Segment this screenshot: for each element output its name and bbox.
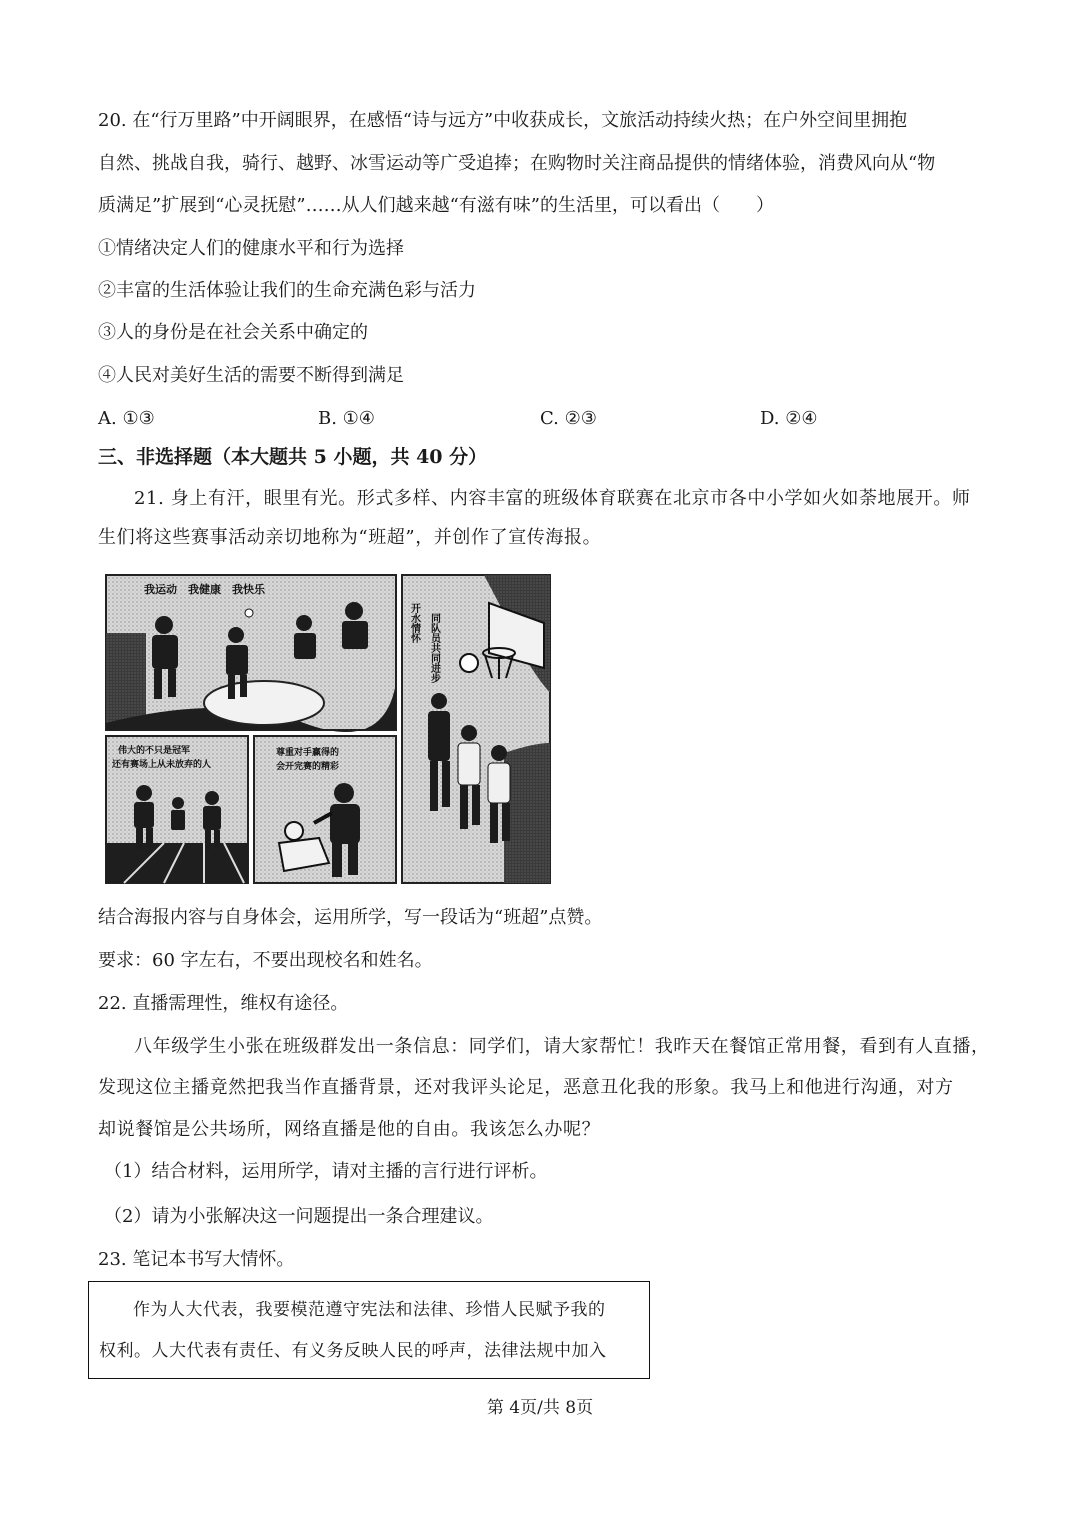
poster-side-text-2: 同队员共同进步 [428,613,440,683]
q20-stem-line-2: 自然、挑战自我，骑行、越野、冰雪运动等广受追捧；在购物时关注商品提供的情绪体验，消费风向从“物 [98,153,936,174]
poster-bl-text-1: 伟大的不只是冠军 [118,746,191,756]
q21-line-1: 21. 身上有汗，眼里有光。形式多样、内容丰富的班级体育联赛在北京市各中小学如火如荼地展开。师 [134,488,971,509]
poster-right [402,575,550,883]
q20-option-a: A. ①③ [98,408,155,429]
poster-bottom-middle [254,736,396,883]
q23-note-line-1: 作为人大代表，我要模范遵守宪法和法律、珍惜人民赋予我的 [133,1300,606,1320]
class-league-posters-image [104,573,552,885]
q21-line-2: 生们将这些赛事活动亲切地称为“班超”，并创作了宣传海报。 [98,527,602,548]
q22-subquestion-2: （2）请为小张解决这一问题提出一条合理建议。 [104,1206,494,1227]
poster-top-left [106,575,396,732]
page-number-footer: 第 4页/共 8页 [486,1398,594,1418]
q22-material-line-3: 却说餐馆是公共场所，网络直播是他的自由。我该怎么办呢？ [98,1119,601,1140]
q20-option-c: C. ②③ [540,408,597,429]
q21-task: 结合海报内容与自身体会，运用所学，写一段话为“班超”点赞。 [98,907,603,928]
q23-note-line-2: 权利。人大代表有责任、有义务反映人民的呼声，法律法规中加入 [99,1341,607,1361]
poster-bm-text-1: 尊重对手赢得的 [276,748,340,758]
q21-requirement: 要求：60 字左右，不要出现校名和姓名。 [98,950,433,971]
poster-banner-text: 我运动 我健康 我快乐 [144,583,265,596]
q20-stem-line-1: 20. 在“行万里路”中开阔眼界，在感悟“诗与远方”中收获成长，文旅活动持续火热；在户外空间里拥抱 [98,110,908,131]
q20-option-d: D. ②④ [760,408,818,429]
q22-subquestion-1: （1）结合材料，运用所学，请对主播的言行进行评析。 [104,1161,548,1182]
q20-statement-2: ②丰富的生活体验让我们的生命充满色彩与活力 [98,280,476,301]
q20-statement-1: ①情绪决定人们的健康水平和行为选择 [98,238,404,259]
q20-statement-4: ④人民对美好生活的需要不断得到满足 [98,365,404,386]
q20-options [98,408,988,432]
q22-title: 22. 直播需理性，维权有途径。 [98,993,349,1014]
q23-title: 23. 笔记本书写大情怀。 [98,1249,295,1270]
poster-bm-text-2: 会开完赛的精彩 [276,762,340,772]
q20-stem-line-3: 质满足”扩展到“心灵抚慰”……从人们越来越“有滋有味”的生活里，可以看出（ ） [98,195,775,216]
poster-bl-text-2: 还有赛场上从未放弃的人 [112,760,212,770]
section-3-heading: 三、非选择题（本大题共 5 小题，共 40 分） [98,446,488,468]
poster-bottom-left [106,736,248,883]
q22-material-line-2: 发现这位主播竟然把我当作直播背景，还对我评头论足，恶意丑化我的形象。我马上和他进行沟通，对方 [98,1077,954,1098]
poster-side-text-1: 开水情怀 [408,603,420,643]
q20-option-b: B. ①④ [318,408,375,429]
q20-statement-3: ③人的身份是在社会关系中确定的 [98,322,368,343]
q22-material-line-1: 八年级学生小张在班级群发出一条信息：同学们，请大家帮忙！我昨天在餐馆正常用餐，看到有人直播， [134,1036,990,1057]
q23-notebook-box [88,1281,650,1379]
